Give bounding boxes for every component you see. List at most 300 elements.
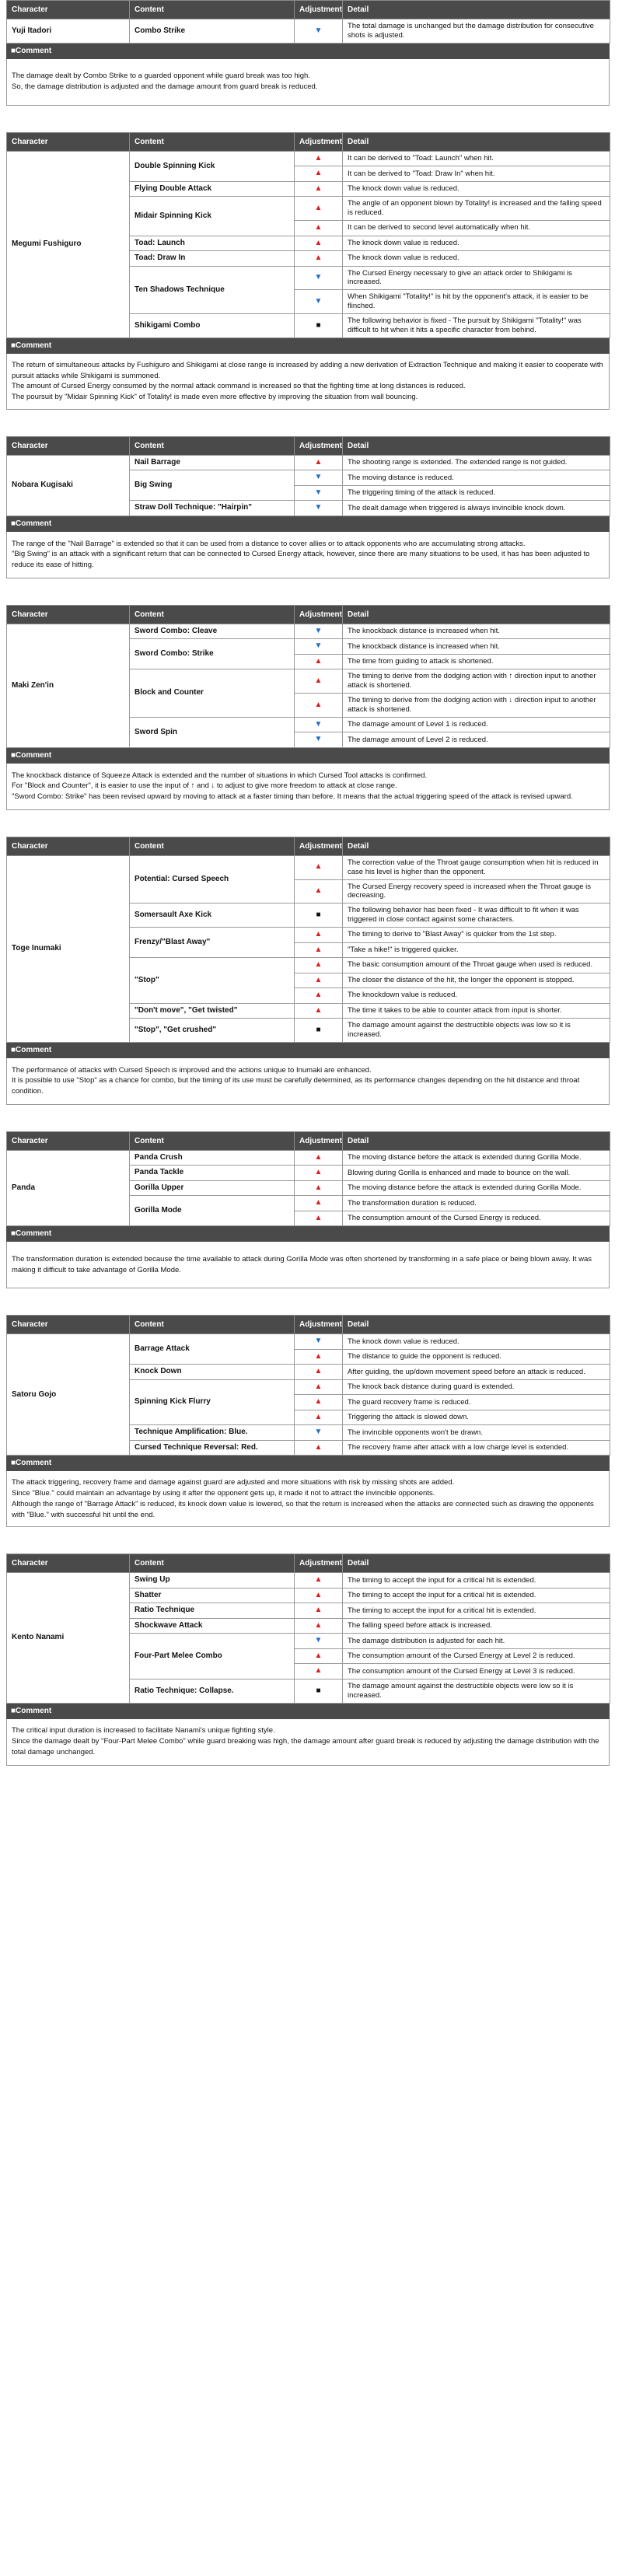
nerf-triangle-icon: ▼ xyxy=(314,1636,323,1645)
buff-triangle-icon: ▲ xyxy=(314,169,323,178)
header-content: Content xyxy=(130,1,295,19)
buff-triangle-icon: ▲ xyxy=(314,1442,323,1452)
buff-triangle-icon: ▲ xyxy=(314,700,323,709)
move-name: Ratio Technique: Collapse. xyxy=(130,1679,295,1703)
comment-header: ■Comment xyxy=(6,44,610,59)
adjustment-detail: The timing to accept the input for a critical hit is extended. xyxy=(343,1588,610,1603)
adjustment-cell xyxy=(295,1166,343,1181)
move-name: Nail Barrage xyxy=(130,455,295,470)
fix-square-icon: ■ xyxy=(316,1025,321,1034)
adjustment-cell xyxy=(295,470,343,486)
buff-triangle-icon: ▲ xyxy=(314,1606,323,1615)
adjustment-cell xyxy=(295,1588,343,1603)
move-name: Frenzy/"Blast Away" xyxy=(130,928,295,958)
adjustment-table xyxy=(6,1554,610,1703)
fix-square-icon: ■ xyxy=(316,1686,321,1695)
buff-triangle-icon: ▲ xyxy=(314,1620,323,1630)
adjustment-detail: "Take a hike!" is triggered quicker. xyxy=(343,942,610,958)
buff-triangle-icon: ▲ xyxy=(314,1213,323,1222)
comment-line: The range of the "Nail Barrage" is extended so that it can be used from a distance to cover allies or to attack opponents who are accumulating strong attacks. xyxy=(12,539,526,548)
character-section xyxy=(6,132,616,410)
table-row xyxy=(7,151,610,166)
table-header-row xyxy=(7,436,610,455)
move-name: Gorilla Mode xyxy=(130,1196,295,1226)
header-character: Character xyxy=(7,436,130,455)
adjustment-detail: The falling speed before attack is increased. xyxy=(343,1618,610,1634)
move-name: "Stop", "Get crushed" xyxy=(130,1019,295,1043)
adjustment-cell xyxy=(295,1395,343,1410)
nerf-triangle-icon: ▼ xyxy=(314,1428,323,1437)
buff-triangle-icon: ▲ xyxy=(314,1575,323,1585)
comment-line: Since "Blue." could maintain an advantage by using it after the opponent gets up, it made it not to attract the invincible opponents. xyxy=(12,1489,435,1498)
buff-triangle-icon: ▲ xyxy=(314,223,323,232)
adjustment-detail: The timing to derive from the dodging action with ↑ direction input to another attack is shortened. xyxy=(343,669,610,694)
comment-body xyxy=(6,764,610,810)
move-name: Flying Double Attack xyxy=(130,181,295,197)
adjustment-detail: It can be derived to "Toad: Launch" when hit. xyxy=(343,151,610,166)
character-section xyxy=(6,436,616,578)
adjustment-detail: The closer the distance of the hit, the longer the opponent is stopped. xyxy=(343,973,610,988)
comment-header: ■Comment xyxy=(6,748,610,764)
character-section xyxy=(6,605,616,810)
buff-triangle-icon: ▲ xyxy=(314,1183,323,1192)
comment-header: ■Comment xyxy=(6,1704,610,1719)
character-name: Yuji Itadori xyxy=(7,19,130,44)
buff-triangle-icon: ▲ xyxy=(314,1198,323,1208)
adjustment-detail: The damage distribution is adjusted for each hit. xyxy=(343,1634,610,1649)
comment-line: The return of simultaneous attacks by Fushiguro and Shikigami at close range is increased by adding a new derivation of Extraction Technique and making it easier to cooperate with pursuit attacks while Shikigami is summoned. xyxy=(12,360,603,380)
character-name: Toge Inumaki xyxy=(7,855,130,1042)
move-name: Shatter xyxy=(130,1588,295,1603)
adjustment-detail: The damage amount of Level 1 is reduced. xyxy=(343,717,610,732)
comment-body xyxy=(6,354,610,410)
adjustment-cell xyxy=(295,1603,343,1619)
adjustment-cell xyxy=(295,1679,343,1703)
table-header-row xyxy=(7,837,610,855)
adjustment-detail: The damage amount of Level 2 is reduced. xyxy=(343,732,610,748)
adjustment-table xyxy=(6,837,610,1043)
buff-triangle-icon: ▲ xyxy=(314,1590,323,1599)
adjustment-cell xyxy=(295,221,343,236)
header-character: Character xyxy=(7,1131,130,1150)
adjustment-detail: The consumption amount of the Cursed Energy at Level 2 is reduced. xyxy=(343,1648,610,1664)
nerf-triangle-icon: ▼ xyxy=(314,473,323,482)
character-section xyxy=(6,837,616,1105)
adjustment-detail: The distance to guide the opponent is reduced. xyxy=(343,1349,610,1365)
adjustment-cell xyxy=(295,1349,343,1365)
nerf-triangle-icon: ▼ xyxy=(314,26,323,35)
adjustment-table xyxy=(6,605,610,748)
adjustment-cell xyxy=(295,19,343,44)
comment-line: So, the damage distribution is adjusted and the damage amount from guard break is reduced. xyxy=(12,82,318,92)
nerf-triangle-icon: ▼ xyxy=(314,626,323,635)
move-name: Toad: Launch xyxy=(130,236,295,251)
character-section xyxy=(6,1315,616,1527)
header-character: Character xyxy=(7,1,130,19)
table-row xyxy=(7,1334,610,1350)
table-row xyxy=(7,855,610,879)
header-adjustment: Adjustment xyxy=(295,605,343,624)
move-name: Panda Crush xyxy=(130,1150,295,1166)
header-character: Character xyxy=(7,132,130,151)
adjustment-table xyxy=(6,0,610,44)
character-name: Maki Zen'in xyxy=(7,624,130,747)
buff-triangle-icon: ▲ xyxy=(314,1666,323,1676)
adjustment-cell xyxy=(295,314,343,338)
header-content: Content xyxy=(130,837,295,855)
adjustment-detail: The timing to derive to "Blast Away" is quicker from the 1st step. xyxy=(343,928,610,943)
adjustment-cell xyxy=(295,1196,343,1211)
adjustment-cell xyxy=(295,732,343,748)
adjustment-detail: The recovery frame after attack with a low charge level is extended. xyxy=(343,1440,610,1456)
character-name: Panda xyxy=(7,1150,130,1226)
adjustment-detail: The knockback distance is increased when hit. xyxy=(343,624,610,639)
adjustment-cell xyxy=(295,251,343,267)
buff-triangle-icon: ▲ xyxy=(314,1351,323,1361)
adjustment-cell xyxy=(295,1150,343,1166)
adjustment-cell xyxy=(295,1648,343,1664)
header-adjustment: Adjustment xyxy=(295,1,343,19)
comment-header: ■Comment xyxy=(6,338,610,354)
buff-triangle-icon: ▲ xyxy=(314,975,323,984)
buff-triangle-icon: ▲ xyxy=(314,656,323,666)
nerf-triangle-icon: ▼ xyxy=(314,641,323,651)
header-content: Content xyxy=(130,436,295,455)
adjustment-detail: The shooting range is extended. The extended range is not guided. xyxy=(343,455,610,470)
header-adjustment: Adjustment xyxy=(295,436,343,455)
adjustment-cell xyxy=(295,1365,343,1380)
comment-line: Although the range of "Barrage Attack" is reduced, its knock down value is lowered, so that the return is increased when the attacks are connected such as drawing the opponents with "Blue." with successful hit until the end. xyxy=(12,1499,594,1519)
header-adjustment: Adjustment xyxy=(295,1554,343,1573)
adjustment-detail: The correction value of the Throat gauge consumption when hit is reduced in case his level is higher than the opponent. xyxy=(343,855,610,879)
adjustment-cell xyxy=(295,928,343,943)
header-content: Content xyxy=(130,605,295,624)
adjustment-cell xyxy=(295,236,343,251)
adjustment-cell xyxy=(295,1618,343,1634)
header-character: Character xyxy=(7,1316,130,1334)
nerf-triangle-icon: ▼ xyxy=(314,1337,323,1346)
buff-triangle-icon: ▲ xyxy=(314,457,323,467)
comment-line: "Sword Combo: Strike" has been revised upward by moving to attack at a faster timing than before. It means that the actual triggering speed of the attack is revised upward. xyxy=(12,792,573,802)
nerf-triangle-icon: ▼ xyxy=(314,296,323,306)
adjustment-cell xyxy=(295,181,343,197)
comment-header: ■Comment xyxy=(6,1043,610,1058)
adjustment-cell xyxy=(295,855,343,879)
buff-triangle-icon: ▲ xyxy=(314,1005,323,1015)
header-adjustment: Adjustment xyxy=(295,1316,343,1334)
adjustment-cell xyxy=(295,1425,343,1441)
adjustment-cell xyxy=(295,1634,343,1649)
comment-body xyxy=(6,59,610,106)
comment-line: It is possible to use "Stop" as a chance for combo, but the timing of its use must be carefully determined, as its performance changes depending on the hit distance and throat condition. xyxy=(12,1076,580,1096)
adjustment-detail: The angle of an opponent blown by Totality! is increased and the falling speed is reduced. xyxy=(343,197,610,221)
table-header-row xyxy=(7,1131,610,1150)
comment-line: The poursuit by "Midair Spinning Kick" of Totality! is made even more effective by improving the situation from wall bouncing. xyxy=(12,393,418,402)
comment-body xyxy=(6,532,610,578)
adjustment-cell xyxy=(295,973,343,988)
adjustment-detail: Blowing during Gorilla is enhanced and made to bounce on the wall. xyxy=(343,1166,610,1181)
adjustment-cell xyxy=(295,879,343,904)
adjustment-cell xyxy=(295,151,343,166)
comment-body xyxy=(6,1471,610,1527)
adjustment-detail: The knock down value is reduced. xyxy=(343,251,610,267)
adjustment-cell xyxy=(295,624,343,639)
comment-line: The transformation duration is extended because the time available to attack during Gorilla Mode was often shortened by transforming in a safe place or being blown away. It was making it difficult to take advantage of Gorilla Mode. xyxy=(12,1255,592,1274)
header-detail: Detail xyxy=(343,436,610,455)
adjustment-detail: The knock back distance during guard is extended. xyxy=(343,1379,610,1395)
adjustment-detail: The knock down value is reduced. xyxy=(343,236,610,251)
adjustment-cell xyxy=(295,942,343,958)
move-name: Ratio Technique xyxy=(130,1603,295,1619)
buff-triangle-icon: ▲ xyxy=(314,960,323,970)
comment-body xyxy=(6,1242,610,1288)
comment-header: ■Comment xyxy=(6,1226,610,1242)
table-row xyxy=(7,1573,610,1589)
adjustment-cell xyxy=(295,1334,343,1350)
header-character: Character xyxy=(7,837,130,855)
move-name: Shikigami Combo xyxy=(130,314,295,338)
adjustment-cell xyxy=(295,1003,343,1019)
header-detail: Detail xyxy=(343,1316,610,1334)
adjustment-table xyxy=(6,1131,610,1227)
adjustment-detail: When Shikigami "Totality!" is hit by the opponent's attack, it is easier to be flinched. xyxy=(343,290,610,314)
adjustment-cell xyxy=(295,166,343,182)
buff-triangle-icon: ▲ xyxy=(314,1367,323,1376)
buff-triangle-icon: ▲ xyxy=(314,930,323,939)
comment-body xyxy=(6,1719,610,1766)
adjustment-detail: The guard recovery frame is reduced. xyxy=(343,1395,610,1410)
adjustment-detail: The invincible opponents won't be drawn. xyxy=(343,1425,610,1441)
move-name: Midair Spinning Kick xyxy=(130,197,295,236)
buff-triangle-icon: ▲ xyxy=(314,1152,323,1162)
adjustment-detail: The damage amount against the destructible objects were low so it is increased. xyxy=(343,1679,610,1703)
buff-triangle-icon: ▲ xyxy=(314,253,323,262)
adjustment-table xyxy=(6,436,610,516)
header-content: Content xyxy=(130,1131,295,1150)
comment-body xyxy=(6,1058,610,1105)
adjustment-cell xyxy=(295,904,343,928)
comment-line: The damage dealt by Combo Strike to a guarded opponent while guard break was too high. xyxy=(12,72,310,81)
header-character: Character xyxy=(7,605,130,624)
nerf-triangle-icon: ▼ xyxy=(314,735,323,744)
table-row xyxy=(7,1150,610,1166)
buff-triangle-icon: ▲ xyxy=(314,862,323,872)
header-content: Content xyxy=(130,132,295,151)
comment-line: "Big Swing" is an attack with a significant return that can be connected to Cursed Energy attack, however, since there are many situations to be used, it has has been adjusted to reduce its ease of hitting. xyxy=(12,550,590,570)
move-name: Spinning Kick Flurry xyxy=(130,1379,295,1425)
adjustment-cell xyxy=(295,1019,343,1043)
adjustment-detail: The knock down value is reduced. xyxy=(343,181,610,197)
move-name: Double Spinning Kick xyxy=(130,151,295,181)
move-name: Straw Doll Technique: "Hairpin" xyxy=(130,501,295,516)
adjustment-detail: The timing to accept the input for a critical hit is extended. xyxy=(343,1573,610,1589)
adjustment-cell xyxy=(295,1664,343,1679)
move-name: Somersault Axe Kick xyxy=(130,904,295,928)
adjustment-detail: After guiding, the up/down movement speed before an attack is reduced. xyxy=(343,1365,610,1380)
comment-header: ■Comment xyxy=(6,516,610,532)
adjustment-cell xyxy=(295,455,343,470)
adjustment-detail: The consumption amount of the Cursed Energy at Level 3 is reduced. xyxy=(343,1664,610,1679)
adjustment-detail: The basic consumption amount of the Throat gauge when used is reduced. xyxy=(343,958,610,973)
move-name: Sword Combo: Cleave xyxy=(130,624,295,639)
adjustment-cell xyxy=(295,958,343,973)
adjustment-detail: The triggering timing of the attack is reduced. xyxy=(343,485,610,501)
adjustment-cell xyxy=(295,197,343,221)
adjustment-cell xyxy=(295,1573,343,1589)
move-name: Barrage Attack xyxy=(130,1334,295,1365)
move-name: Swing Up xyxy=(130,1573,295,1589)
adjustment-cell xyxy=(295,485,343,501)
nerf-triangle-icon: ▼ xyxy=(314,503,323,512)
adjustment-detail: The moving distance before the attack is extended during Gorilla Mode. xyxy=(343,1150,610,1166)
adjustment-table xyxy=(6,132,610,338)
buff-triangle-icon: ▲ xyxy=(314,886,323,896)
move-name: Sword Combo: Strike xyxy=(130,639,295,669)
header-adjustment: Adjustment xyxy=(295,132,343,151)
header-content: Content xyxy=(130,1316,295,1334)
header-detail: Detail xyxy=(343,1131,610,1150)
header-detail: Detail xyxy=(343,1,610,19)
adjustment-detail: The Cursed Energy recovery speed is increased when the Throat gauge is decreasing. xyxy=(343,879,610,904)
character-name: Megumi Fushiguro xyxy=(7,151,130,337)
move-name: Block and Counter xyxy=(130,669,295,718)
nerf-triangle-icon: ▼ xyxy=(314,719,323,729)
adjustment-detail: The dealt damage when triggered is always invincible knock down. xyxy=(343,501,610,516)
adjustment-detail: The moving distance is reduced. xyxy=(343,470,610,486)
adjustment-detail: The consumption amount of the Cursed Energy is reduced. xyxy=(343,1211,610,1226)
adjustment-detail: The total damage is unchanged but the damage distribution for consecutive shots is adjusted. xyxy=(343,19,610,44)
adjustment-cell xyxy=(295,1440,343,1456)
adjustment-cell xyxy=(295,717,343,732)
header-detail: Detail xyxy=(343,837,610,855)
adjustment-cell xyxy=(295,266,343,290)
comment-header: ■Comment xyxy=(6,1456,610,1471)
character-name: Satoru Gojo xyxy=(7,1334,130,1456)
character-name: Nobara Kugisaki xyxy=(7,455,130,516)
adjustment-cell xyxy=(295,694,343,718)
header-character: Character xyxy=(7,1554,130,1573)
buff-triangle-icon: ▲ xyxy=(314,945,323,954)
adjustment-cell xyxy=(295,1379,343,1395)
comment-line: The attack triggering, recovery frame and damage against guard are adjusted and more situations with risk by missing shots are added. xyxy=(12,1478,455,1487)
comment-line: The amount of Cursed Energy consumed by the normal attack command is increased so that the fighting time at long distances is reduced. xyxy=(12,382,466,391)
character-section xyxy=(6,1131,616,1289)
move-name: Big Swing xyxy=(130,470,295,501)
move-name: Cursed Technique Reversal: Red. xyxy=(130,1440,295,1456)
comment-line: The performance of attacks with Cursed Speech is improved and the actions unique to Inumaki are enhanced. xyxy=(12,1065,372,1075)
buff-triangle-icon: ▲ xyxy=(314,1382,323,1391)
header-detail: Detail xyxy=(343,1554,610,1573)
adjustment-detail: The timing to derive from the dodging action with ↓ direction input to another attack is shortened. xyxy=(343,694,610,718)
buff-triangle-icon: ▲ xyxy=(314,1651,323,1660)
header-adjustment: Adjustment xyxy=(295,837,343,855)
move-name: Sword Spin xyxy=(130,717,295,747)
header-detail: Detail xyxy=(343,605,610,624)
character-section xyxy=(6,1554,616,1765)
adjustment-detail: The knockdown value is reduced. xyxy=(343,988,610,1004)
adjustment-cell xyxy=(295,639,343,655)
header-content: Content xyxy=(130,1554,295,1573)
move-name: Panda Tackle xyxy=(130,1166,295,1181)
adjustment-cell xyxy=(295,1410,343,1425)
buff-triangle-icon: ▲ xyxy=(314,1412,323,1421)
buff-triangle-icon: ▲ xyxy=(314,153,323,163)
move-name: Shockwave Attack xyxy=(130,1618,295,1634)
adjustment-cell xyxy=(295,654,343,669)
adjustment-cell xyxy=(295,1211,343,1226)
adjustment-detail: The damage amount against the destructible objects was low so it is increased. xyxy=(343,1019,610,1043)
move-name: Gorilla Upper xyxy=(130,1180,295,1196)
nerf-triangle-icon: ▼ xyxy=(314,273,323,282)
move-name: "Stop" xyxy=(130,958,295,1004)
buff-triangle-icon: ▲ xyxy=(314,238,323,247)
adjustment-detail: The moving distance before the attack is extended during Gorilla Mode. xyxy=(343,1180,610,1196)
adjustment-table xyxy=(6,1315,610,1456)
move-name: Technique Amplification: Blue. xyxy=(130,1425,295,1441)
adjustment-cell xyxy=(295,290,343,314)
buff-triangle-icon: ▲ xyxy=(314,1397,323,1407)
table-row xyxy=(7,19,610,44)
buff-triangle-icon: ▲ xyxy=(314,184,323,193)
table-header-row xyxy=(7,605,610,624)
adjustment-detail: The timing to accept the input for a critical hit is extended. xyxy=(343,1603,610,1619)
fix-square-icon: ■ xyxy=(316,320,321,330)
adjustment-detail: It can be derived to second level automatically when hit. xyxy=(343,221,610,236)
move-name: Ten Shadows Technique xyxy=(130,266,295,314)
table-header-row xyxy=(7,1554,610,1573)
adjustment-detail: The Cursed Energy necessary to give an attack order to Shikigami is increased. xyxy=(343,266,610,290)
comment-line: For "Block and Counter", it is easier to use the input of ↑ and ↓ to adjust to give more freedom to attack at close range. xyxy=(12,781,397,791)
adjustment-cell xyxy=(295,501,343,516)
buff-triangle-icon: ▲ xyxy=(314,1168,323,1177)
fix-square-icon: ■ xyxy=(316,910,321,919)
adjustment-detail: The transformation duration is reduced. xyxy=(343,1196,610,1211)
comment-line: The critical input duration is increased to facilitate Nanami's unique fighting style. xyxy=(12,1726,275,1735)
adjustment-detail: Triggering the attack is slowed down. xyxy=(343,1410,610,1425)
move-name: Knock Down xyxy=(130,1365,295,1380)
character-section xyxy=(6,0,616,106)
adjustment-detail: It can be derived to "Toad: Draw In" when hit. xyxy=(343,166,610,182)
adjustment-cell xyxy=(295,988,343,1004)
nerf-triangle-icon: ▼ xyxy=(314,488,323,497)
adjustment-detail: The following behavior has been fixed - It was difficult to fit when it was triggered in close contact against some characters. xyxy=(343,904,610,928)
move-name: Combo Strike xyxy=(130,19,295,44)
move-name: Potential: Cursed Speech xyxy=(130,855,295,904)
adjustment-cell xyxy=(295,669,343,694)
buff-triangle-icon: ▲ xyxy=(314,991,323,1000)
adjustment-detail: The time from guiding to attack is shortened. xyxy=(343,654,610,669)
adjustment-detail: The knockback distance is increased when hit. xyxy=(343,639,610,655)
buff-triangle-icon: ▲ xyxy=(314,676,323,685)
adjustment-cell xyxy=(295,1180,343,1196)
comment-line: Since the damage dealt by "Four-Part Melee Combo" while guard breaking was high, the damage amount after guard break is reduced by adjusting the damage distribution with the total damage unchanged. xyxy=(12,1737,599,1756)
table-row xyxy=(7,624,610,639)
table-header-row xyxy=(7,132,610,151)
header-adjustment: Adjustment xyxy=(295,1131,343,1150)
move-name: Toad: Draw In xyxy=(130,251,295,267)
adjustment-detail: The knock down value is reduced. xyxy=(343,1334,610,1350)
adjustment-detail: The time it takes to be able to counter attack from input is shorter. xyxy=(343,1003,610,1019)
comment-line: The knockback distance of Squeeze Attack is extended and the number of situations in which Cursed Tool attacks is confirmed. xyxy=(12,771,428,780)
table-header-row xyxy=(7,1,610,19)
header-detail: Detail xyxy=(343,132,610,151)
adjustment-detail: The following behavior is fixed - The pursuit by Shikigami "Totality!" was difficult to hit when it hits a specific character from behind. xyxy=(343,314,610,338)
buff-triangle-icon: ▲ xyxy=(314,203,323,212)
character-name: Kento Nanami xyxy=(7,1573,130,1703)
table-row xyxy=(7,455,610,470)
move-name: Four-Part Melee Combo xyxy=(130,1634,295,1679)
table-header-row xyxy=(7,1316,610,1334)
